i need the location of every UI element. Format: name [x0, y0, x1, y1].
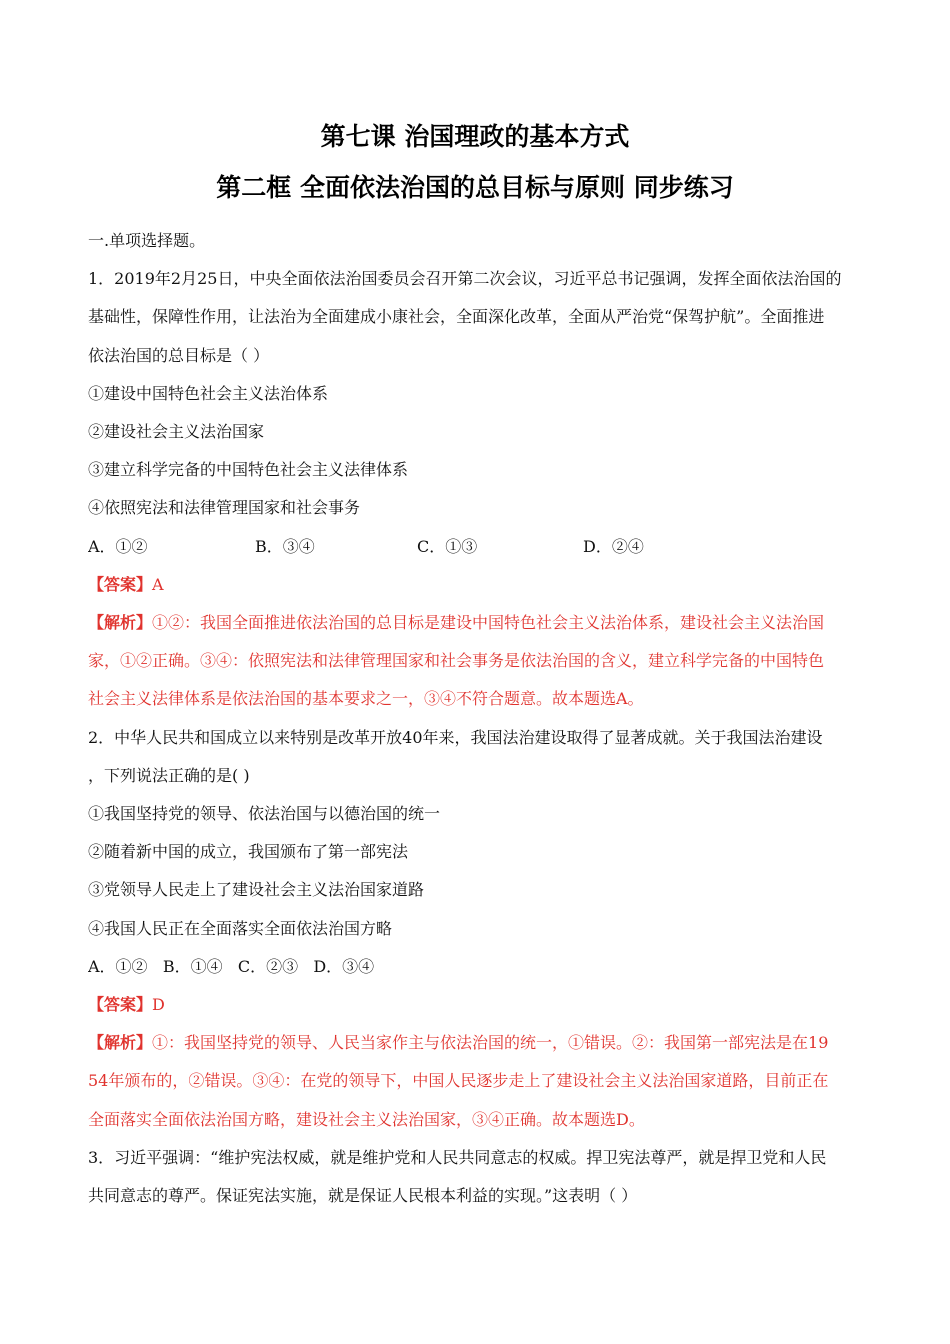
- option-b: B．③④: [255, 536, 315, 556]
- option-c: C．①③: [417, 536, 478, 556]
- answer-tag: 【答案】: [88, 574, 153, 594]
- question-stem-line: 共同意志的尊严。保证宪法实施，就是保证人民根本利益的实现。”这表明（ ）: [88, 1186, 638, 1206]
- question-2: [88, 719, 863, 1139]
- analysis-text: ①：我国坚持党的领导、人民当家作主与依法治国的统一，①错误。②：我国第一部宪法是在19: [152, 1033, 829, 1053]
- statement-item: ②建设社会主义法治国家: [88, 422, 265, 442]
- statement-item: ③党领导人民走上了建设社会主义法治国家道路: [88, 880, 425, 900]
- document-body: [88, 222, 863, 1215]
- analysis-line: [88, 1024, 863, 1062]
- statement-item: ④依照宪法和法律管理国家和社会事务: [88, 498, 361, 518]
- answer-options: [88, 528, 863, 566]
- option-d: D．②④: [583, 536, 644, 556]
- analysis-line: 家，①②正确。③④：依照宪法和法律管理国家和社会事务是依法治国的含义，建立科学完备的中国特色: [88, 651, 825, 671]
- option-a: A．①②: [88, 536, 148, 556]
- question-1: [88, 260, 863, 718]
- answer-value: D: [152, 995, 165, 1015]
- answer-value: A: [152, 574, 164, 594]
- question-stem-line: 1．2019年2月25日，中央全面依法治国委员会召开第二次会议，习近平总书记强调，发挥全面依法治国的: [88, 269, 842, 289]
- answer-options: A．①② B．①④ C．②③ D．③④: [88, 956, 375, 976]
- analysis-line: 社会主义法律体系是依法治国的基本要求之一，③④不符合题意。故本题选A。: [88, 689, 644, 709]
- question-stem-line: 依法治国的总目标是（ ）: [88, 345, 270, 365]
- statement-item: ③建立科学完备的中国特色社会主义法律体系: [88, 460, 409, 480]
- question-stem-line: 基础性，保障性作用，让法治为全面建成小康社会，全面深化改革，全面从严治党“保驾护航”。全面推进: [88, 307, 825, 327]
- answer-tag: 【答案】: [88, 995, 153, 1015]
- analysis-line: 全面落实全面依法治国方略，建设社会主义法治国家，③④正确。故本题选D。: [88, 1109, 645, 1129]
- statement-item: ④我国人民正在全面落实全面依法治国方略: [88, 918, 393, 938]
- analysis-text: ①②：我国全面推进依法治国的总目标是建设中国特色社会主义法治体系，建设社会主义法治国: [152, 613, 825, 633]
- lesson-subtitle: 第二框 全面依法治国的总目标与原则 同步练习: [216, 173, 734, 202]
- analysis-line: 54年颁布的，②错误。③④：在党的领导下，中国人民逐步走上了建设社会主义法治国家道路，目前正在: [88, 1071, 829, 1091]
- lesson-title: 第七课 治国理政的基本方式: [320, 122, 630, 151]
- analysis-tag: 【解析】: [88, 1033, 153, 1053]
- analysis-tag: 【解析】: [88, 613, 153, 633]
- section-heading: 一.单项选择题。: [88, 231, 206, 250]
- question-stem-line: 2．中华人民共和国成立以来特别是改革开放40年来，我国法治建设取得了显著成就。关于我国法治建设: [88, 727, 823, 747]
- question-3: [88, 1139, 863, 1215]
- statement-item: ②随着新中国的成立，我国颁布了第一部宪法: [88, 842, 409, 862]
- question-stem-line: ，下列说法正确的是( ): [88, 765, 250, 785]
- analysis-line: [88, 604, 863, 642]
- question-stem-line: 3．习近平强调：“维护宪法权威，就是维护党和人民共同意志的权威。捍卫宪法尊严，就是捍卫党和人民: [88, 1147, 827, 1167]
- statement-item: ①我国坚持党的领导、依法治国与以德治国的统一: [88, 804, 441, 824]
- statement-item: ①建设中国特色社会主义法治体系: [88, 383, 329, 403]
- answer-line: [88, 566, 863, 604]
- answer-line: [88, 986, 863, 1024]
